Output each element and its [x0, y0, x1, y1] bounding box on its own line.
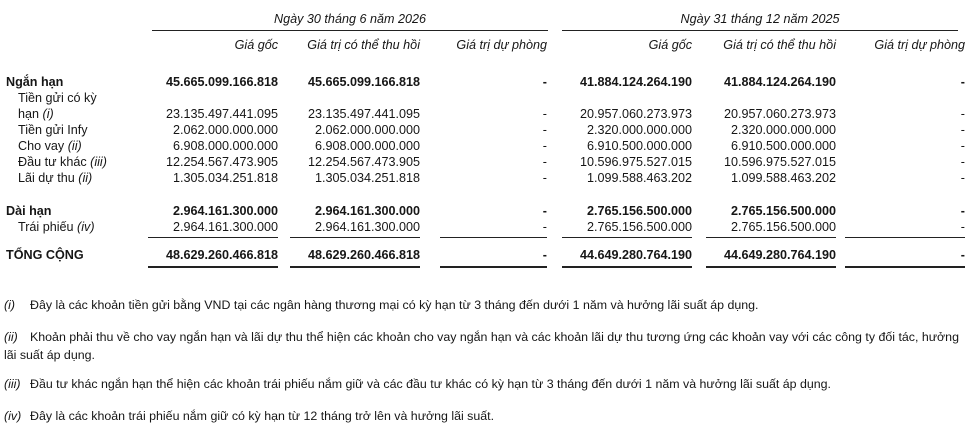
table-cell: 2.964.161.300.000: [314, 204, 420, 218]
row-label-short-term: Ngắn hạn: [6, 75, 64, 89]
total-underline: [440, 266, 547, 268]
table-cell: -: [960, 107, 965, 121]
table-cell: 6.910.500.000.000: [730, 139, 836, 153]
footnote-tag: (ii): [4, 330, 18, 344]
subtotal-divider: [440, 237, 547, 238]
table-cell: 2.765.156.500.000: [586, 204, 692, 218]
table-cell: 10.596.975.527.015: [579, 155, 692, 169]
table-cell: -: [542, 248, 547, 262]
table-cell: 20.957.060.273.973: [579, 107, 692, 121]
total-underline: [148, 266, 278, 268]
note-ref: (iii): [90, 155, 107, 169]
column-header-cost-2025: Giá gốc: [648, 38, 692, 52]
row-label-total: TỔNG CỘNG: [6, 248, 84, 262]
row-label-infy-deposits: Tiền gửi Infy: [18, 123, 88, 137]
table-cell: 41.884.124.264.190: [579, 75, 692, 89]
table-cell: -: [960, 155, 965, 169]
row-label-term-deposits-line1: Tiền gửi có kỳ: [18, 91, 97, 105]
table-cell: -: [960, 75, 965, 89]
footnote-text: Đầu tư khác ngắn hạn thể hiện các khoản trái phiếu nắm giữ và các đầu tư khác có kỳ hạn từ 3 tháng đến dưới 1 năm và hưởng lãi suất áp dụng.: [30, 377, 831, 391]
table-cell: 2.765.156.500.000: [730, 204, 836, 218]
table-cell: -: [542, 155, 547, 169]
table-cell: 2.062.000.000.000: [172, 123, 278, 137]
header-divider-2025: [562, 30, 958, 31]
footnote-text: Đây là các khoản trái phiếu nắm giữ có kỳ hạn từ 12 tháng trở lên và hưởng lãi suất.: [30, 409, 495, 423]
row-label-text: Đầu tư khác: [18, 155, 87, 169]
header-divider-2026: [152, 30, 548, 31]
table-cell: -: [960, 220, 965, 234]
note-ref: (ii): [67, 139, 82, 153]
table-cell: 2.765.156.500.000: [586, 220, 692, 234]
table-cell: -: [542, 220, 547, 234]
column-header-recoverable-2026: Giá trị có thể thu hồi: [307, 38, 420, 52]
table-cell: 10.596.975.527.015: [723, 155, 836, 169]
total-underline: [845, 266, 965, 268]
table-cell: -: [960, 248, 965, 262]
row-label-other-investments: [18, 155, 107, 169]
total-underline: [562, 266, 692, 268]
table-cell: 2.964.161.300.000: [314, 220, 420, 234]
footnote-text: Khoản phải thu về cho vay ngắn hạn và lãi dự thu thể hiện các khoản cho vay ngắn hạn và các khoản lãi dự thu tương ứng các khoản vay với các công ty đối tác, hưởng lãi suất áp dụng.: [4, 330, 959, 362]
note-ref: (iv): [77, 220, 95, 234]
subtotal-divider: [148, 237, 278, 238]
subtotal-divider: [562, 237, 692, 238]
subtotal-divider: [290, 237, 420, 238]
footnote-ii: [4, 328, 970, 364]
note-ref: (ii): [78, 171, 93, 185]
column-header-recoverable-2025: Giá trị có thể thu hồi: [723, 38, 836, 52]
table-cell: 2.765.156.500.000: [730, 220, 836, 234]
column-header-provision-2026: Giá trị dự phòng: [456, 38, 547, 52]
table-cell: 48.629.260.466.818: [307, 248, 420, 262]
row-label-text: Lãi dự thu: [18, 171, 75, 185]
subtotal-divider: [706, 237, 836, 238]
table-cell: -: [542, 139, 547, 153]
row-label-accrued-interest: [18, 171, 92, 185]
table-cell: 1.099.588.463.202: [586, 171, 692, 185]
table-cell: -: [542, 204, 547, 218]
table-cell: -: [960, 139, 965, 153]
row-label-bonds: [18, 220, 95, 234]
table-cell: 2.320.000.000.000: [730, 123, 836, 137]
table-cell: -: [960, 204, 965, 218]
footnote-iii: [4, 375, 970, 393]
table-cell: 44.649.280.764.190: [579, 248, 692, 262]
table-cell: 45.665.099.166.818: [165, 75, 278, 89]
table-cell: -: [542, 171, 547, 185]
period-header-2025: Ngày 31 tháng 12 năm 2025: [680, 12, 840, 26]
period-header-2026: Ngày 30 tháng 6 năm 2026: [274, 12, 426, 26]
table-cell: 1.099.588.463.202: [730, 171, 836, 185]
footnote-text: Đây là các khoản tiền gửi bằng VND tại các ngân hàng thương mại có kỳ hạn từ 3 tháng đến dưới 1 năm và hưởng lãi suất áp dụng.: [30, 298, 759, 312]
row-label-text: Trái phiếu: [18, 220, 74, 234]
table-cell: -: [960, 171, 965, 185]
table-cell: 12.254.567.473.905: [165, 155, 278, 169]
row-label-text: hạn: [18, 107, 40, 121]
total-underline: [706, 266, 836, 268]
footnote-tag: (iii): [4, 377, 21, 391]
table-cell: 2.320.000.000.000: [586, 123, 692, 137]
row-label-loans: [18, 139, 82, 153]
table-cell: 1.305.034.251.818: [314, 171, 420, 185]
table-cell: 44.649.280.764.190: [723, 248, 836, 262]
table-cell: 6.908.000.000.000: [314, 139, 420, 153]
footnote-tag: (iv): [4, 409, 22, 423]
table-cell: 41.884.124.264.190: [723, 75, 836, 89]
table-cell: -: [960, 123, 965, 137]
table-cell: 45.665.099.166.818: [307, 75, 420, 89]
note-ref: (i): [42, 107, 54, 121]
subtotal-divider: [845, 237, 965, 238]
row-label-term-deposits-line2: [18, 107, 54, 121]
column-header-provision-2025: Giá trị dự phòng: [874, 38, 965, 52]
footnote-tag: (i): [4, 298, 16, 312]
table-cell: 12.254.567.473.905: [307, 155, 420, 169]
table-cell: 2.964.161.300.000: [172, 220, 278, 234]
table-cell: 23.135.497.441.095: [165, 107, 278, 121]
footnote-i: [4, 296, 970, 314]
table-cell: 23.135.497.441.095: [307, 107, 420, 121]
footnote-iv: [4, 407, 970, 425]
total-underline: [290, 266, 420, 268]
row-label-text: Cho vay: [18, 139, 65, 153]
row-label-long-term: Dài hạn: [6, 204, 52, 218]
table-cell: -: [542, 75, 547, 89]
table-cell: 6.910.500.000.000: [586, 139, 692, 153]
table-cell: 2.062.000.000.000: [314, 123, 420, 137]
table-cell: 20.957.060.273.973: [723, 107, 836, 121]
table-cell: 1.305.034.251.818: [172, 171, 278, 185]
table-cell: -: [542, 123, 547, 137]
column-header-cost-2026: Giá gốc: [234, 38, 278, 52]
table-cell: 6.908.000.000.000: [172, 139, 278, 153]
table-cell: 2.964.161.300.000: [172, 204, 278, 218]
table-cell: -: [542, 107, 547, 121]
table-cell: 48.629.260.466.818: [165, 248, 278, 262]
